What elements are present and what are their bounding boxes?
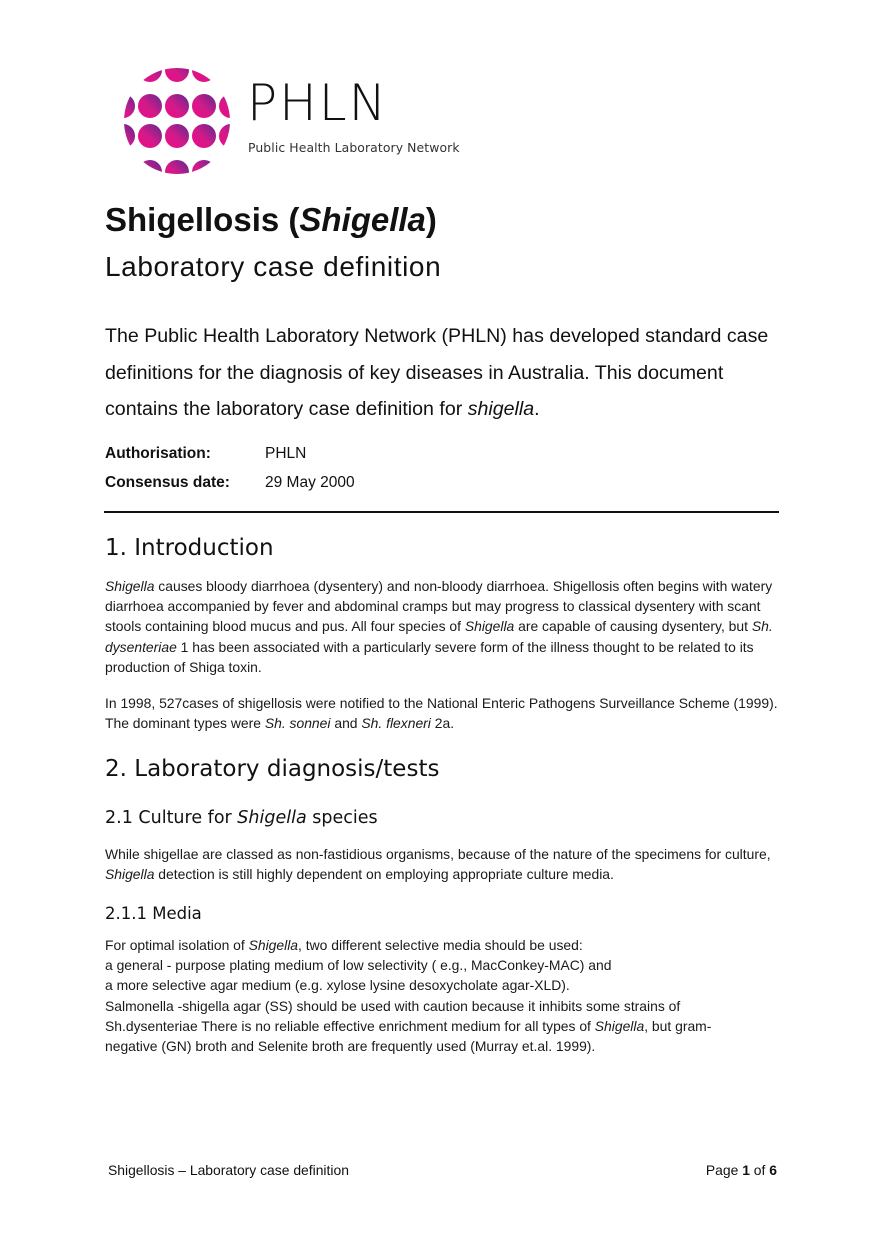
intro-text: The Public Health Laboratory Network (PHLN) has developed standard case definitions for the diagnosis of key diseases in Australia. This document contains the laboratory case definition for: [105, 325, 769, 420]
footer-document-title: Shigellosis – Laboratory case definition: [108, 1162, 349, 1178]
text: , but gram-: [644, 1017, 712, 1034]
intro-italic: shigella: [467, 398, 535, 420]
meta-row-authorisation: [105, 445, 355, 474]
document-meta: [105, 445, 355, 503]
title-suffix: ): [425, 201, 437, 238]
italic-term: Shigella: [248, 937, 299, 953]
media-line: a general - purpose plating medium of low selectivity ( e.g., MacConkey-MAC) and: [105, 957, 612, 974]
meta-label: Authorisation:: [105, 445, 211, 462]
italic-term: Shigella: [105, 866, 155, 883]
logo-wordmark: PHLN: [247, 74, 389, 132]
intro-end: .: [534, 398, 540, 420]
text: , two different selective media should be used:: [298, 937, 583, 953]
italic-term: Shigella: [594, 1017, 645, 1034]
culture-paragraph: [105, 844, 785, 884]
text: 1 has been associated with a particularly severe form of the illness thought to be related to its production of Shiga toxin.: [105, 638, 754, 675]
title-text: Shigellosis (: [105, 201, 300, 238]
media-line: negative (GN) broth and Selenite broth are frequently used (Murray et.al. 1999).: [105, 1038, 596, 1055]
text: In 1998, 527cases of shigellosis were notified to the National Enteric Pathogens Surveillance Scheme (1999). The dominant types were: [105, 695, 778, 732]
media-line: [105, 1016, 795, 1036]
italic-term: Shigella: [105, 578, 155, 594]
italic-term: Sh. sonnei: [264, 715, 331, 732]
media-line: [105, 935, 795, 955]
total-pages: 6: [769, 1162, 777, 1178]
italic-term: Shigella: [237, 808, 307, 828]
italic-term: Sh. flexneri: [361, 715, 431, 732]
text: of: [749, 1162, 770, 1178]
meta-value: PHLN: [265, 445, 307, 462]
text: For optimal isolation of: [105, 937, 249, 953]
text: Page: [705, 1162, 743, 1178]
page-title: [105, 202, 437, 238]
media-line: a more selective agar medium (e.g. xylose lysine desoxycholate agar-XLD).: [105, 977, 570, 994]
italic-term: Sh. dysenteriae: [105, 618, 773, 655]
introduction-paragraph-1: [105, 576, 785, 677]
subsection-heading-media: 2.1.1 Media: [105, 904, 202, 923]
text: and: [330, 715, 362, 732]
text: are capable of causing dysentery, but: [514, 618, 752, 635]
text: 2.1 Culture for: [105, 808, 238, 828]
title-italic: Shigella: [299, 201, 426, 238]
text: 2a.: [430, 715, 455, 732]
subsection-heading-culture: [105, 810, 378, 828]
page-subtitle: Laboratory case definition: [105, 251, 442, 282]
media-paragraph: [105, 935, 795, 1056]
divider: [104, 511, 779, 513]
meta-value: 29 May 2000: [265, 474, 355, 491]
media-line: Salmonella -shigella agar (SS) should be used with caution because it inhibits some strains of: [105, 997, 681, 1014]
phln-logo-icon: [122, 66, 232, 176]
current-page: 1: [742, 1162, 750, 1178]
introduction-paragraph-2: [105, 693, 781, 733]
footer-page-number: [706, 1162, 777, 1178]
text: species: [306, 808, 378, 828]
section-heading-introduction: 1. Introduction: [105, 535, 274, 561]
italic-term: Shigella: [464, 618, 515, 635]
text: While shigellae are classed as non-fastidious organisms, because of the nature of the specimens for culture,: [105, 846, 771, 862]
meta-row-consensus-date: [105, 474, 355, 503]
text: Sh.dysenteriae There is no reliable effective enrichment medium for all types of: [105, 1017, 595, 1034]
intro-paragraph: [105, 318, 785, 428]
logo-tagline: Public Health Laboratory Network: [248, 140, 460, 155]
text: causes bloody diarrhoea (dysentery) and non-bloody diarrhoea. Shigellosis often begins with watery diarrhoea accompanied by fever and abdominal cramps but may progress to classical dysentery with scant stools containing blood mucus and pus. All four species of: [105, 578, 773, 635]
section-heading-laboratory-diagnosis: 2. Laboratory diagnosis/tests: [105, 756, 440, 782]
text: detection is still highly dependent on employing appropriate culture media.: [154, 866, 614, 883]
meta-label: Consensus date:: [105, 474, 230, 491]
